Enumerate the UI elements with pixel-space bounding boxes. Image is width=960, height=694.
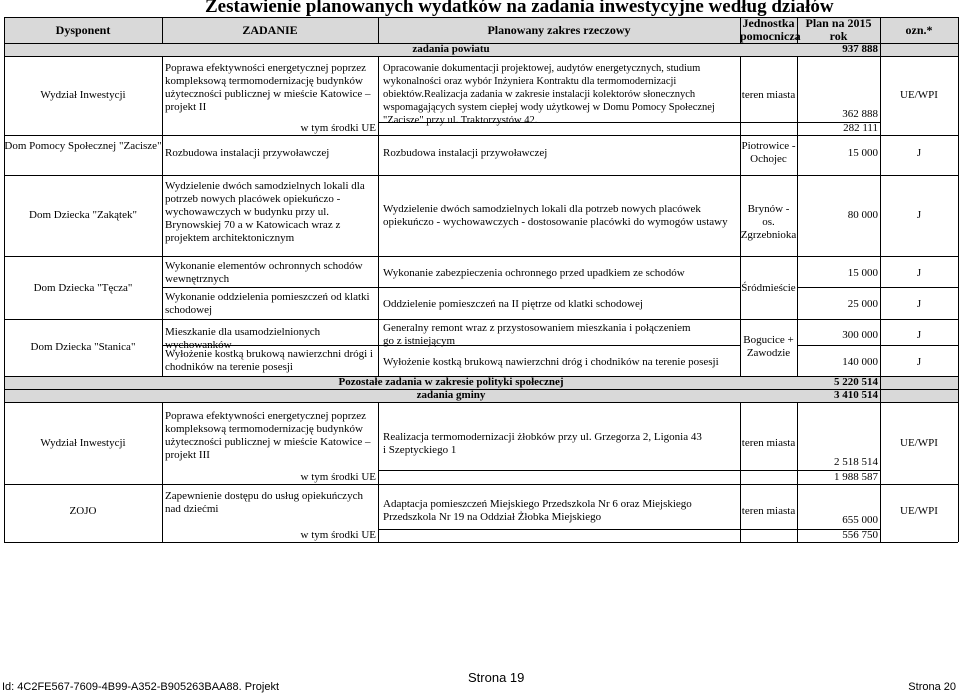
gminy-label: zadania gminy [416, 389, 486, 401]
r3-plan: 80 000 [847, 209, 878, 221]
r1-plan: 362 888 [842, 108, 878, 120]
r1-jednostka: teren miasta [741, 89, 796, 101]
r6-ue-value: 1 988 587 [834, 471, 878, 483]
header-jednostka-2: pomocnicza [740, 29, 801, 43]
r1-zakres: Opracowanie dokumentacji projektowej, audytów energetycznych, studium wykonalności oraz wybór Inżyniera Kontraktu dla termomodernizacji obiektów.Realizacja zadania w zakresie instalacji kolektorów słonecznych wspomagających system ciepłej wody użytkowej w Domu Pomocy Społecznej "Zacisze" przy ul. Traktorzystów 42. [383, 63, 715, 126]
r1-zadanie: Poprawa efektywności energetycznej poprzez kompleksową termomodernizację budynków użyteczności publicznej w mieście Katowice – projekt II [165, 62, 371, 113]
r1-dysponent: Wydział Inwestycji [40, 89, 126, 101]
header-ozn: ozn.* [905, 23, 933, 37]
r7-plan: 655 000 [842, 514, 878, 526]
r6-plan: 2 518 514 [834, 456, 878, 468]
polityka-value: 5 220 514 [834, 376, 878, 388]
header-zakres: Planowany zakres rzeczowy [487, 23, 631, 37]
polityka-label: Pozostałe zadania w zakresie polityki społecznej [338, 376, 564, 388]
r6-ue-label: w tym środki UE [300, 471, 376, 483]
r3-jednostka: Brynów - os. Zgrzebnioka [740, 203, 797, 241]
r4-zadanie-a: Wykonanie elementów ochronnych schodów wewnętrznych [165, 260, 363, 285]
r4-plan-a: 15 000 [847, 267, 878, 279]
header-zadanie: ZADANIE [242, 23, 298, 37]
gminy-value: 3 410 514 [834, 389, 878, 401]
footer-page-center: Strona 19 [468, 670, 525, 685]
r6-ozn: UE/WPI [900, 437, 938, 449]
r7-zadanie: Zapewnienie dostępu do usług opiekuńczych nad dziećmi [165, 490, 363, 515]
r4-ozn-b: J [916, 298, 922, 310]
header-jednostka-1: Jednostka [742, 16, 795, 30]
r6-dysponent: Wydział Inwestycji [40, 437, 126, 449]
r7-ue-value: 556 750 [842, 529, 878, 541]
header-dysponent: Dysponent [55, 23, 111, 37]
r1-ozn: UE/WPI [900, 89, 938, 101]
r5-ozn-a: J [916, 329, 922, 341]
r3-ozn: J [916, 209, 922, 221]
r4-jednostka: Śródmieście [741, 282, 796, 294]
r2-jednostka: Piotrowice - Ochojec [741, 140, 796, 165]
r5-dysponent: Dom Dziecka "Stanica" [30, 341, 136, 353]
page-title: Zestawienie planowanych wydatków na zadania inwestycyjne według działów [205, 0, 834, 17]
r5-zakres-b: Wyłożenie kostką brukową nawierzchni dróg i chodników na terenie posesji [383, 356, 719, 368]
r3-zadanie: Wydzielenie dwóch samodzielnych lokali dla potrzeb nowych placówek opiekuńczo - wychowawczych w budynku przy ul. Brynowskiej 70 a w Katowicach wraz z projektem architektonicznym [165, 180, 365, 244]
r7-ue-label: w tym środki UE [300, 529, 376, 541]
r4-zadanie-b: Wykonanie oddzielenia pomieszczeń od klatki schodowej [165, 291, 370, 316]
r2-ozn: J [916, 147, 922, 159]
powiat-label: zadania powiatu [412, 43, 490, 55]
r5-plan-b: 140 000 [842, 356, 878, 368]
r7-dysponent: ZOJO [69, 505, 97, 517]
r6-jednostka: teren miasta [741, 437, 796, 449]
r7-zakres: Adaptacja pomieszczeń Miejskiego Przedszkola Nr 6 oraz Miejskiego Przedszkola Nr 19 na Oddział Żłobka Miejskiego [383, 498, 692, 523]
r6-zakres: Realizacja termomodernizacji żłobków przy ul. Grzegorza 2, Ligonia 43 i Szeptyckiego 1 [383, 431, 702, 456]
r5-plan-a: 300 000 [842, 329, 878, 341]
r3-zakres: Wydzielenie dwóch samodzielnych lokali dla potrzeb nowych placówek opiekuńczo - wychowawczych - dostosowanie placówki do wymogów ustawy [383, 203, 728, 228]
powiat-value: 937 888 [842, 43, 878, 55]
r1-ue-value: 282 111 [843, 122, 878, 134]
r7-ozn: UE/WPI [900, 505, 938, 517]
r2-dysponent: Dom Pomocy Społecznej "Zacisze" [4, 140, 162, 152]
header-plan-1: Plan na 2015 [805, 16, 872, 30]
r4-zakres-b: Oddzielenie pomieszczeń na II piętrze od klatki schodowej [383, 298, 643, 310]
r5-jednostka: Bogucice + Zawodzie [743, 334, 794, 359]
r5-zadanie-b: Wyłożenie kostką brukową nawierzchni drógi i chodników na terenie posesji [165, 348, 373, 373]
r7-jednostka: teren miasta [741, 505, 796, 517]
r4-zakres-a: Wykonanie zabezpieczenia ochronnego przed upadkiem ze schodów [383, 267, 685, 279]
r5-zadanie-a: Mieszkanie dla usamodzielnionych wychowanków [165, 326, 321, 351]
r4-plan-b: 25 000 [847, 298, 878, 310]
r5-ozn-b: J [916, 356, 922, 368]
r5-zakres-a: Generalny remont wraz z przystosowaniem mieszkania i połączeniem go z istniejącym [383, 322, 691, 347]
r2-zadanie: Rozbudowa instalacji przywoławczej [165, 147, 330, 159]
footer-id: Id: 4C2FE567-7609-4B99-A352-B905263BAA88. Projekt [2, 681, 280, 693]
r2-plan: 15 000 [847, 147, 878, 159]
r3-dysponent: Dom Dziecka "Zakątek" [29, 209, 137, 221]
r4-ozn-a: J [916, 267, 922, 279]
r2-zakres: Rozbudowa instalacji przywoławczej [383, 147, 548, 159]
header-plan-2: rok [829, 29, 848, 43]
r4-dysponent: Dom Dziecka "Tęcza" [33, 282, 133, 294]
r1-ue-label: w tym środki UE [300, 122, 376, 134]
footer-page-right: Strona 20 [908, 681, 956, 693]
r6-zadanie: Poprawa efektywności energetycznej poprzez kompleksową termomodernizację budynków użyteczności publicznej w mieście Katowice – projekt III [165, 410, 371, 461]
